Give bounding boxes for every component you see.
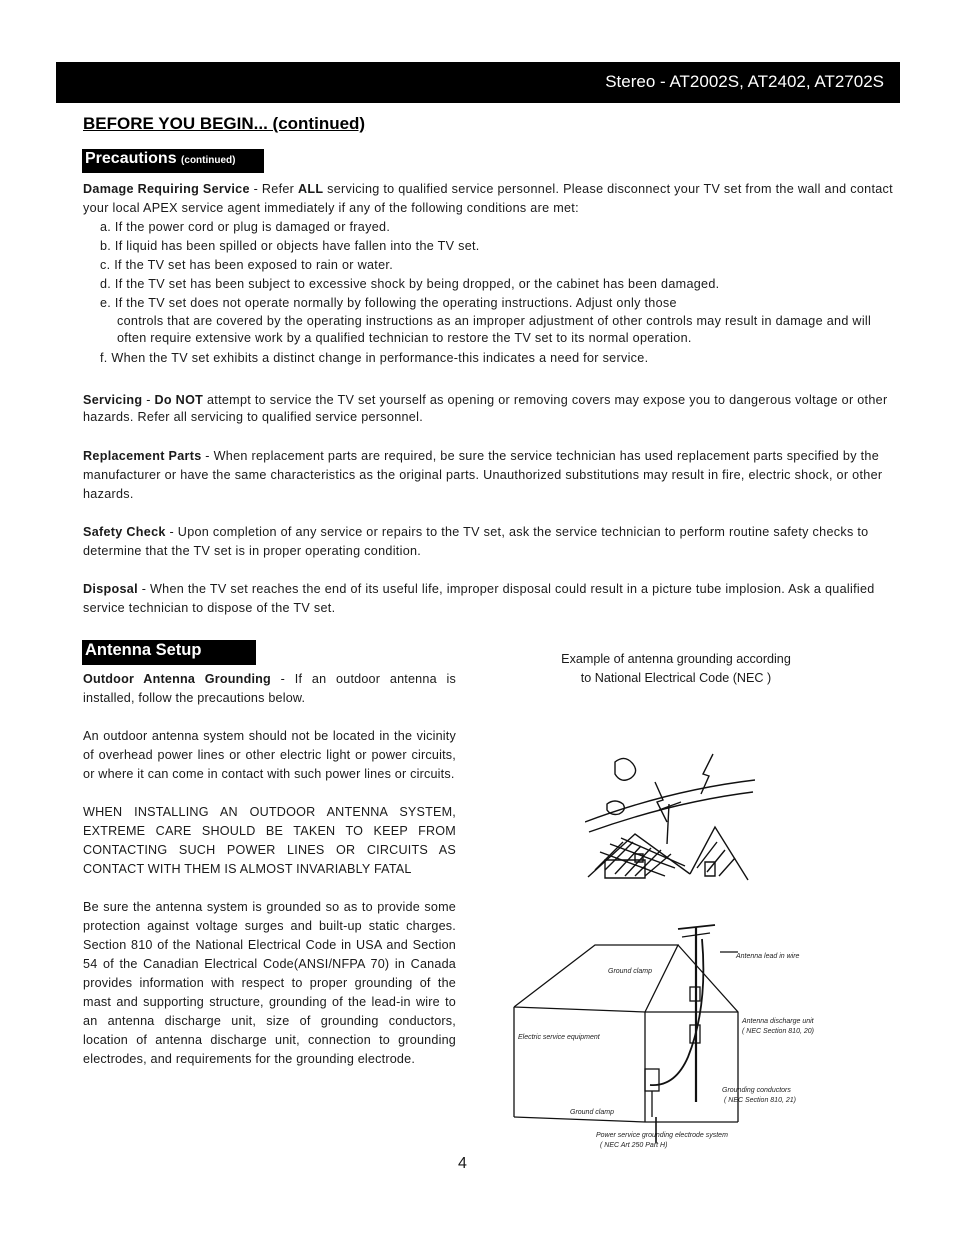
damage-text: servicing to qualified service personnel. Please disconnect your TV set from the wall and contact your local APEX service agent immediately if any of the following conditions are met: bbox=[83, 182, 893, 215]
diagram-caption bbox=[515, 650, 837, 688]
disposal-lead: Disposal bbox=[83, 582, 138, 596]
servicing-section bbox=[83, 392, 896, 426]
label-discharge-unit: Antenna discharge unit bbox=[742, 1018, 814, 1025]
power-line-hazard-illustration bbox=[585, 742, 755, 884]
page-number: 4 bbox=[458, 1155, 467, 1172]
label-lead-in: Antenna lead in wire bbox=[736, 953, 800, 960]
replacement-lead: Replacement Parts bbox=[83, 449, 202, 463]
disposal-text: - When the TV set reaches the end of its useful life, improper disposal could result in a picture tube implosion. Ask a qualified service technician to dispose of the TV set. bbox=[83, 582, 875, 615]
antenna-setup-tab: Antenna Setup bbox=[82, 640, 256, 665]
disposal-section bbox=[83, 580, 896, 618]
label-electric-equipment: Electric service equipment bbox=[518, 1034, 600, 1041]
safety-section bbox=[83, 523, 896, 561]
list-item: c. If the TV set has been exposed to rain or water. bbox=[100, 258, 393, 272]
power-lines-paragraph: An outdoor antenna system should not be located in the vicinity of overhead power lines or other electric light or power circuits, or where it can come in contact with such power lines or circuits. bbox=[83, 729, 456, 781]
list-item-f: f. When the TV set exhibits a distinct change in performance-this indicates a need for service. bbox=[100, 351, 649, 365]
antenna-text-column bbox=[83, 670, 456, 1088]
label-discharge-ref: ( NEC Section 810, 20) bbox=[742, 1028, 814, 1035]
grounding-text: - If an outdoor antenna is installed, follow the precautions below. bbox=[83, 672, 456, 705]
safety-text: - Upon completion of any service or repairs to the TV set, ask the service technician to perform routine safety checks to determine that the TV set is in proper operating condition. bbox=[83, 525, 869, 558]
damage-all: ALL bbox=[297, 182, 324, 196]
servicing-text: attempt to service the TV set yourself as opening or removing covers may expose you to dangerous voltage or other hazards. Refer all servicing to qualified service personnel. bbox=[83, 393, 888, 424]
page-heading: BEFORE YOU BEGIN... (continued) bbox=[83, 114, 366, 133]
caption-line-2: to National Electrical Code (NEC ) bbox=[580, 671, 772, 685]
list-item: b. If liquid has been spilled or objects have fallen into the TV set. bbox=[100, 239, 480, 253]
servicing-do-not: Do NOT bbox=[154, 393, 204, 407]
header-title: Stereo - AT2002S, AT2402, AT2702S bbox=[605, 72, 884, 91]
item-e-continuation: controls that are covered by the operating instructions as an improper adjustment of other controls may result in damage and will often require extensive work by a qualified technician to restore the TV set to its normal operation. bbox=[117, 314, 872, 345]
service-box bbox=[645, 1069, 659, 1091]
header-bar bbox=[56, 62, 900, 103]
label-grounding-conductors: Grounding conductors bbox=[722, 1087, 791, 1094]
list-item: d. If the TV set has been subject to excessive shock by being dropped, or the cabinet has been damaged. bbox=[100, 277, 720, 291]
label-ground-clamp-top: Ground clamp bbox=[608, 968, 652, 975]
caption-line-1: Example of antenna grounding according bbox=[561, 652, 791, 666]
precautions-tab-suffix: (continued) bbox=[181, 155, 236, 166]
warning-paragraph: WHEN INSTALLING AN OUTDOOR ANTENNA SYSTEM, EXTREME CARE SHOULD BE TAKEN TO KEEP FROM CONTACTING SUCH POWER LINES OR CIRCUITS AS CONTACT WITH THEM IS ALMOST INVARIABLY FATAL bbox=[83, 805, 456, 876]
damage-section bbox=[83, 180, 896, 368]
grounding-info-paragraph: Be sure the antenna system is grounded so as to provide some protection against voltage surges and built-up static charges. Section 810 of the National Electrical Code in USA and Section 54 of the Canadian Electrical Code(ANSI/NFPA 70) in Canada provides information with respect to proper grounding of the mast and supporting structure, grounding of the lead-in wire to an antenna discharge unit, size of grounding conductors, location of antenna discharge unit, connection to grounding electrodes, and requirements for the grounding electrode. bbox=[83, 900, 456, 1066]
label-ground-clamp-bottom: Ground clamp bbox=[570, 1109, 614, 1116]
damage-sep: - Refer bbox=[249, 182, 298, 196]
grounding-lead: Outdoor Antenna Grounding bbox=[83, 672, 271, 686]
replacement-text: - When replacement parts are required, be sure the service technician has used replacement parts specified by the manufacturer or have the same characteristics as the original parts. Unauthorized substitutions may result in fire, electric shock, or other hazards. bbox=[83, 449, 883, 501]
servicing-lead: Servicing bbox=[83, 393, 143, 407]
label-power-ref: ( NEC Art 250 Part H) bbox=[600, 1142, 668, 1149]
precautions-tab-label: Precautions bbox=[85, 150, 177, 167]
servicing-sep: - bbox=[142, 393, 155, 407]
label-grounding-ref: ( NEC Section 810, 21) bbox=[724, 1097, 796, 1104]
list-item: e. If the TV set does not operate normally by following the operating instructions. Adjust only those bbox=[100, 296, 677, 310]
label-power-service: Power service grounding electrode system bbox=[596, 1132, 728, 1139]
damage-conditions-list bbox=[100, 218, 896, 313]
damage-paragraph bbox=[83, 180, 896, 218]
precautions-tab bbox=[82, 149, 264, 173]
house-roof-outline bbox=[514, 945, 678, 1012]
grounding-paragraph bbox=[83, 670, 456, 708]
safety-lead: Safety Check bbox=[83, 525, 166, 539]
antenna-grounding-diagram bbox=[510, 917, 840, 1153]
replacement-section bbox=[83, 447, 896, 504]
damage-lead: Damage Requiring Service bbox=[83, 182, 250, 196]
list-item: a. If the power cord or plug is damaged or frayed. bbox=[100, 220, 391, 234]
